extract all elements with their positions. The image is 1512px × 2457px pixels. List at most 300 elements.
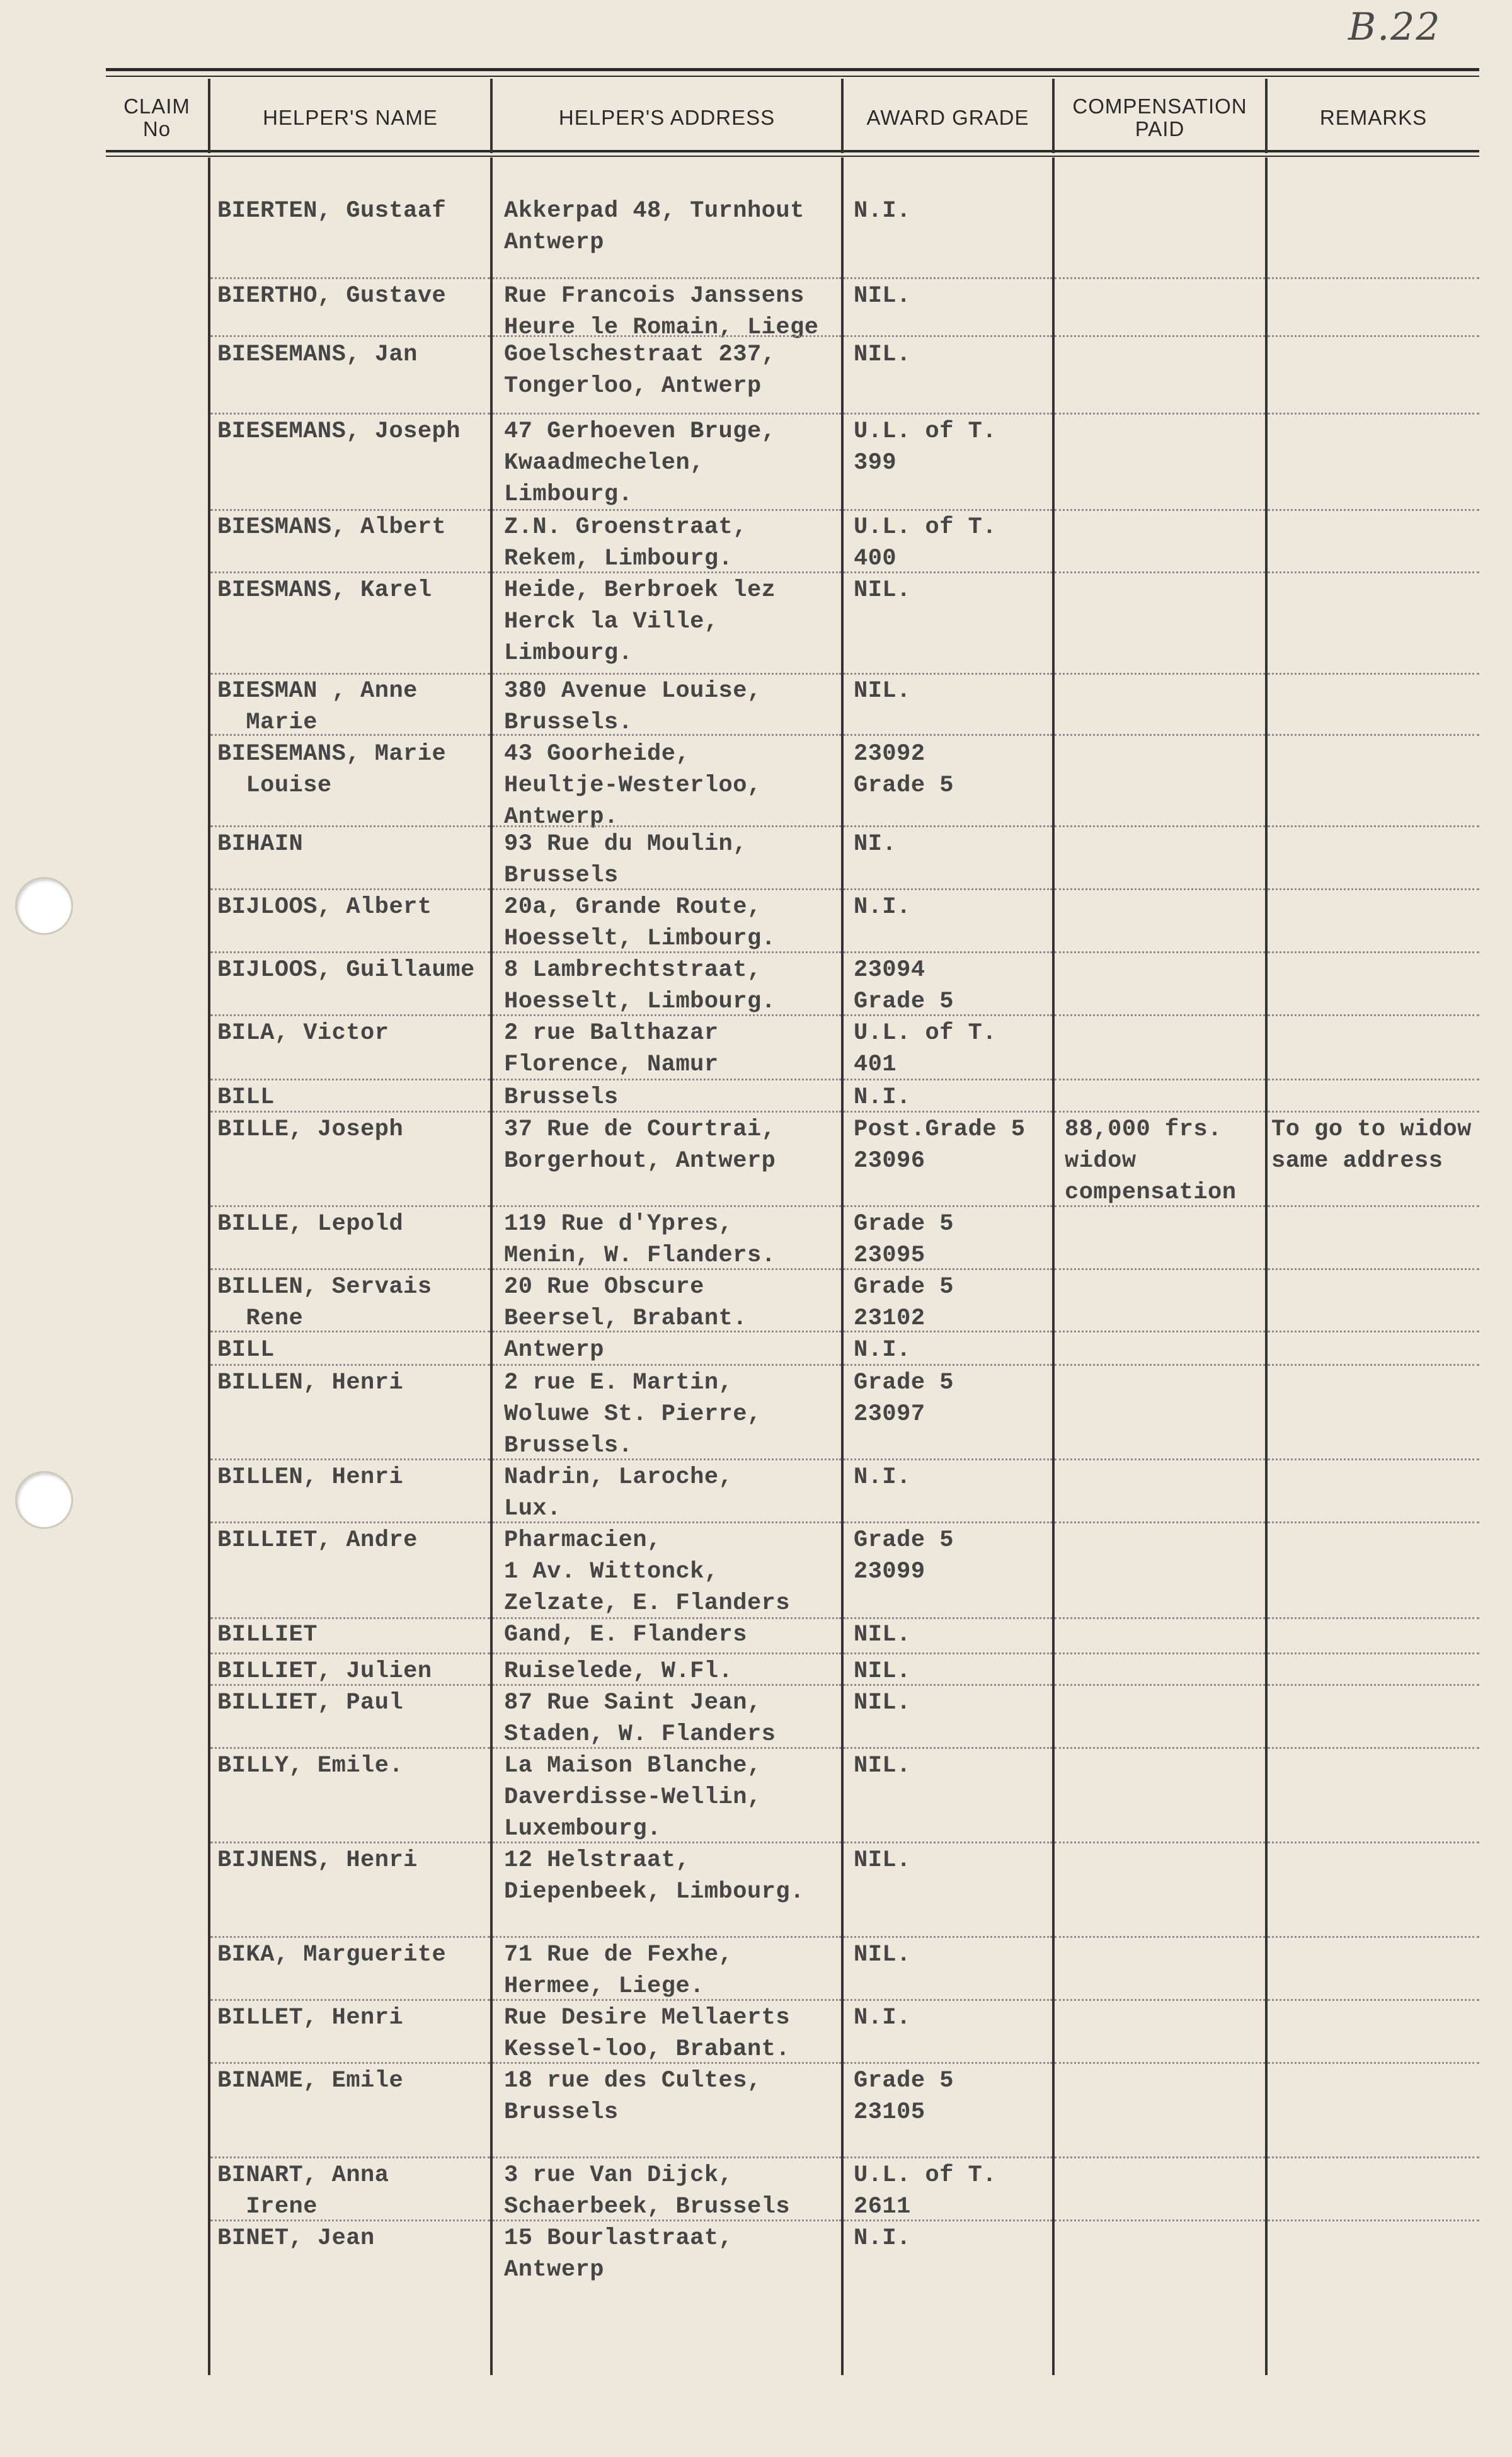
helper-address-line: Akkerpad 48, Turnhout: [504, 198, 805, 224]
helper-address-line: 12 Helstraat,: [504, 1847, 690, 1874]
row-separator: [210, 1617, 490, 1619]
row-separator: [493, 335, 841, 337]
helper-address-line: 1 Av. Wittonck,: [504, 1559, 719, 1585]
remarks-line: same address: [1271, 1148, 1443, 1174]
row-separator: [210, 1999, 490, 2001]
row-separator: [844, 1458, 1052, 1460]
helper-name: [217, 1619, 488, 1651]
award-grade: [854, 954, 1055, 1017]
row-separator: [844, 509, 1052, 511]
row-separator: [1268, 1841, 1479, 1843]
award-grade: [854, 195, 1055, 227]
helper-name-line: BINAME, Emile: [217, 2068, 404, 2094]
row-separator: [844, 1111, 1052, 1113]
helper-address-line: Schaerbeek, Brussels: [504, 2194, 791, 2220]
helper-address-line: Heultje-Westerloo,: [504, 772, 762, 799]
row-separator: [493, 1936, 841, 1938]
award-grade: [854, 1114, 1055, 1177]
row-separator: [493, 1268, 841, 1270]
row-separator: [493, 1652, 841, 1654]
header-remarks: REMARKS: [1319, 105, 1428, 129]
helper-address-line: Beersel, Brabant.: [504, 1305, 747, 1332]
top-rule: [106, 68, 1479, 71]
remarks: [1271, 1114, 1511, 1177]
row-separator: [844, 1747, 1052, 1749]
compensation-paid: [1065, 1114, 1266, 1208]
row-separator: [210, 413, 490, 415]
row-separator: [1268, 1268, 1479, 1270]
helper-name: [217, 1525, 488, 1556]
award-grade-line: N.I.: [854, 198, 911, 224]
row-separator: [210, 1205, 490, 1207]
row-separator: [844, 1205, 1052, 1207]
row-separator: [210, 888, 490, 890]
row-separator: [1268, 888, 1479, 890]
helper-name: [217, 512, 488, 543]
helper-address: [504, 2160, 854, 2223]
row-separator: [210, 1331, 490, 1332]
helper-address-line: Daverdisse-Wellin,: [504, 1784, 762, 1811]
helper-address: [504, 1687, 854, 1750]
helper-address-line: 380 Avenue Louise,: [504, 678, 762, 704]
helper-address-line: Hoesselt, Limbourg.: [504, 988, 776, 1015]
helper-address: [504, 195, 854, 258]
row-separator: [1268, 951, 1479, 953]
page-reference: B.22: [1348, 5, 1441, 49]
row-separator: [493, 2062, 841, 2064]
helper-name: [217, 1082, 488, 1113]
helper-address-line: Staden, W. Flanders: [504, 1721, 776, 1748]
helper-address: [504, 1656, 854, 1687]
helper-address: [504, 575, 854, 669]
helper-address-line: Limbourg.: [504, 640, 633, 667]
row-separator: [1055, 1521, 1265, 1523]
row-separator: [1055, 673, 1265, 675]
helper-name-line: BILLE, Lepold: [217, 1211, 404, 1237]
row-separator: [1055, 734, 1265, 736]
row-separator: [1268, 1684, 1479, 1686]
award-grade-line: NIL.: [854, 283, 911, 309]
helper-address-line: Brussels: [504, 1084, 619, 1111]
row-separator: [1055, 1652, 1265, 1654]
row-separator: [1055, 951, 1265, 953]
row-separator: [493, 1841, 841, 1843]
helper-name-line: BIESMANS, Karel: [217, 577, 432, 604]
row-separator: [210, 2156, 490, 2158]
helper-name: [217, 2002, 488, 2034]
row-separator: [493, 1617, 841, 1619]
row-separator: [493, 1458, 841, 1460]
award-grade: [854, 512, 1055, 575]
award-grade: [854, 1334, 1055, 1366]
row-separator: [210, 1014, 490, 1016]
helper-address: [504, 1367, 854, 1462]
award-grade-line: 2611: [854, 2194, 911, 2220]
helper-name: [217, 1114, 488, 1145]
award-grade-line: Grade 5: [854, 1211, 954, 1237]
award-grade: [854, 675, 1055, 707]
row-separator: [844, 1652, 1052, 1654]
header-rule: [106, 150, 1479, 152]
row-separator: [1268, 335, 1479, 337]
helper-address-line: Rue Desire Mellaerts: [504, 2005, 791, 2031]
helper-name-line: BIESEMANS, Joseph: [217, 418, 461, 445]
row-separator: [210, 673, 490, 675]
helper-address-line: Ruiselede, W.Fl.: [504, 1658, 733, 1685]
helper-name: [217, 828, 488, 860]
helper-name-line: BILLEN, Henri: [217, 1370, 404, 1396]
helper-address-line: Rekem, Limbourg.: [504, 546, 733, 572]
helper-address: [504, 2002, 854, 2065]
row-separator: [210, 1111, 490, 1113]
row-separator: [844, 1684, 1052, 1686]
helper-address: [504, 1208, 854, 1271]
helper-address: [504, 2223, 854, 2286]
award-grade: [854, 1656, 1055, 1687]
row-separator: [493, 571, 841, 573]
helper-address: [504, 416, 854, 510]
helper-address-line: Brussels.: [504, 1433, 633, 1459]
row-separator: [210, 2062, 490, 2064]
award-grade-line: NI.: [854, 831, 897, 857]
compensation-paid-line: 88,000 frs.: [1065, 1116, 1222, 1143]
helper-name: [217, 738, 488, 801]
helper-address: [504, 1619, 854, 1651]
helper-address-line: Heure le Romain, Liege: [504, 314, 819, 341]
award-grade: [854, 1525, 1055, 1588]
row-separator: [210, 1841, 490, 1843]
helper-name: [217, 416, 488, 447]
helper-address-line: La Maison Blanche,: [504, 1753, 762, 1779]
helper-name-line: Marie: [217, 709, 318, 736]
row-separator: [844, 2156, 1052, 2158]
row-separator: [1268, 509, 1479, 511]
row-separator: [210, 825, 490, 827]
helper-address-line: Kessel-loo, Brabant.: [504, 2036, 791, 2063]
row-separator: [1055, 1936, 1265, 1938]
row-separator: [210, 1079, 490, 1080]
helper-name-line: BILL: [217, 1084, 275, 1111]
helper-name-line: BIERTEN, Gustaaf: [217, 198, 447, 224]
award-grade: [854, 1462, 1055, 1493]
helper-address-line: 2 rue E. Martin,: [504, 1370, 733, 1396]
row-separator: [210, 1268, 490, 1270]
header-helper-name: HELPER'S NAME: [263, 105, 438, 129]
award-grade-line: NIL.: [854, 341, 911, 368]
award-grade-line: Grade 5: [854, 772, 954, 799]
row-separator: [844, 1014, 1052, 1016]
helper-address-line: Pharmacien,: [504, 1527, 662, 1554]
row-separator: [844, 571, 1052, 573]
row-separator: [1055, 2156, 1265, 2158]
row-separator: [493, 1364, 841, 1366]
row-separator: [493, 1331, 841, 1332]
award-grade-line: N.I.: [854, 894, 911, 920]
row-separator: [1055, 1841, 1265, 1843]
helper-name: [217, 2065, 488, 2097]
helper-address-line: Diepenbeek, Limbourg.: [504, 1879, 805, 1905]
punch-hole: [15, 1471, 73, 1529]
award-grade: [854, 1845, 1055, 1876]
helper-name-line: BIJLOOS, Guillaume: [217, 957, 475, 983]
row-separator: [1055, 335, 1265, 337]
helper-address: [504, 1114, 854, 1177]
helper-name-line: BIESEMANS, Marie: [217, 741, 447, 767]
award-grade-line: U.L. of T.: [854, 2162, 997, 2189]
row-separator: [210, 1936, 490, 1938]
helper-address: [504, 1525, 854, 1619]
award-grade-line: 23097: [854, 1401, 925, 1428]
helper-address-line: Brussels: [504, 2099, 619, 2126]
header-helper-address: HELPER'S ADDRESS: [558, 105, 776, 129]
column-divider: [1265, 158, 1268, 2375]
award-grade: [854, 828, 1055, 860]
header-claim-no: CLAIM No: [123, 94, 190, 140]
helper-address-line: Nadrin, Laroche,: [504, 1464, 733, 1491]
header-rule-thin: [106, 156, 1479, 157]
helper-address-line: 93 Rue du Moulin,: [504, 831, 747, 857]
row-separator: [1055, 1999, 1265, 2001]
row-separator: [1055, 571, 1265, 573]
row-separator: [1268, 571, 1479, 573]
row-separator: [1055, 1458, 1265, 1460]
row-separator: [844, 1999, 1052, 2001]
award-grade-line: 399: [854, 450, 897, 476]
row-separator: [844, 2219, 1052, 2221]
award-grade-line: 23092: [854, 741, 925, 767]
award-grade: [854, 575, 1055, 606]
row-separator: [210, 509, 490, 511]
column-divider: [490, 158, 493, 2375]
helper-address-line: 18 rue des Cultes,: [504, 2068, 762, 2094]
helper-name-line: BILL: [217, 1337, 275, 1363]
row-separator: [1268, 277, 1479, 279]
row-separator: [844, 1079, 1052, 1080]
award-grade-line: Grade 5: [854, 1527, 954, 1554]
helper-address-line: 3 rue Van Dijck,: [504, 2162, 733, 2189]
helper-name-line: Irene: [217, 2194, 318, 2220]
award-grade: [854, 280, 1055, 312]
award-grade-line: NIL.: [854, 678, 911, 704]
row-separator: [1055, 2219, 1265, 2221]
row-separator: [1055, 1111, 1265, 1113]
remarks-line: To go to widow: [1271, 1116, 1472, 1143]
helper-address-line: Heide, Berbroek lez: [504, 577, 776, 604]
row-separator: [1055, 1331, 1265, 1332]
award-grade: [854, 1939, 1055, 1971]
header-compensation-paid: COMPENSATION PAID: [1072, 94, 1247, 140]
row-separator: [1055, 1079, 1265, 1080]
row-separator: [844, 1521, 1052, 1523]
row-separator: [844, 413, 1052, 415]
row-separator: [1268, 1521, 1479, 1523]
row-separator: [844, 1936, 1052, 1938]
row-separator: [844, 951, 1052, 953]
award-grade-line: NIL.: [854, 1942, 911, 1968]
helper-address-line: Limbourg.: [504, 481, 633, 508]
punch-hole: [15, 877, 73, 935]
award-grade: [854, 1017, 1055, 1080]
award-grade: [854, 1619, 1055, 1651]
row-separator: [844, 2062, 1052, 2064]
award-grade-line: Grade 5: [854, 1370, 954, 1396]
helper-address: [504, 675, 854, 738]
row-separator: [493, 1079, 841, 1080]
helper-name: [217, 2223, 488, 2254]
row-separator: [844, 1617, 1052, 1619]
helper-name: [217, 954, 488, 986]
helper-name-line: BILLEN, Servais: [217, 1274, 432, 1300]
award-grade: [854, 1367, 1055, 1430]
helper-address-line: Z.N. Groenstraat,: [504, 514, 747, 541]
helper-name-line: Rene: [217, 1305, 304, 1332]
award-grade: [854, 2160, 1055, 2223]
row-separator: [844, 335, 1052, 337]
row-separator: [493, 2219, 841, 2221]
helper-name-line: BILLIET, Andre: [217, 1527, 418, 1554]
award-grade-line: 23096: [854, 1148, 925, 1174]
helper-address: [504, 1334, 854, 1366]
row-separator: [1268, 413, 1479, 415]
award-grade-line: N.I.: [854, 2225, 911, 2252]
award-grade: [854, 1208, 1055, 1271]
row-separator: [493, 673, 841, 675]
award-grade: [854, 1750, 1055, 1782]
row-separator: [493, 277, 841, 279]
award-grade: [854, 2065, 1055, 2128]
helper-address-line: Goelschestraat 237,: [504, 341, 776, 368]
award-grade-line: Grade 5: [854, 1274, 954, 1300]
helper-address-line: Florence, Namur: [504, 1051, 719, 1078]
helper-address-line: Kwaadmechelen,: [504, 450, 704, 476]
helper-name-line: BILLET, Henri: [217, 2005, 404, 2031]
row-separator: [210, 1652, 490, 1654]
award-grade-line: NIL.: [854, 1658, 911, 1685]
helper-name: [217, 1334, 488, 1366]
award-grade-line: 23105: [854, 2099, 925, 2126]
helper-name-line: BILLIET: [217, 1622, 318, 1648]
row-separator: [844, 1268, 1052, 1270]
helper-name: [217, 280, 488, 312]
row-separator: [844, 673, 1052, 675]
award-grade-line: Post.Grade 5: [854, 1116, 1026, 1143]
row-separator: [1055, 888, 1265, 890]
row-separator: [1268, 825, 1479, 827]
helper-name: [217, 1367, 488, 1399]
helper-address-line: Luxembourg.: [504, 1816, 662, 1842]
helper-address: [504, 1845, 854, 1908]
row-separator: [493, 509, 841, 511]
helper-address-line: 15 Bourlastraat,: [504, 2225, 733, 2252]
award-grade-line: Grade 5: [854, 988, 954, 1015]
row-separator: [1268, 1458, 1479, 1460]
helper-address: [504, 339, 854, 402]
top-rule-thin: [106, 76, 1479, 77]
helper-name-line: Louise: [217, 772, 332, 799]
helper-name: [217, 575, 488, 606]
helper-address-line: Zelzate, E. Flanders: [504, 1590, 791, 1617]
row-separator: [844, 888, 1052, 890]
award-grade: [854, 1082, 1055, 1113]
helper-name: [217, 1845, 488, 1876]
row-separator: [493, 1684, 841, 1686]
row-separator: [844, 277, 1052, 279]
row-separator: [210, 1684, 490, 1686]
award-grade: [854, 1271, 1055, 1334]
helper-name: [217, 1462, 488, 1493]
helper-name: [217, 1656, 488, 1687]
row-separator: [1268, 1652, 1479, 1654]
helper-name-line: BINART, Anna: [217, 2162, 389, 2189]
award-grade-line: U.L. of T.: [854, 1020, 997, 1046]
award-grade-line: N.I.: [854, 1084, 911, 1111]
helper-name: [217, 675, 488, 738]
helper-address: [504, 280, 854, 343]
row-separator: [1268, 1999, 1479, 2001]
helper-name-line: BIJNENS, Henri: [217, 1847, 418, 1874]
helper-name-line: BIESEMANS, Jan: [217, 341, 418, 368]
award-grade: [854, 738, 1055, 801]
helper-name: [217, 1687, 488, 1719]
award-grade-line: 23095: [854, 1242, 925, 1269]
row-separator: [1055, 413, 1265, 415]
helper-address-line: Hoesselt, Limbourg.: [504, 925, 776, 952]
row-separator: [1268, 1079, 1479, 1080]
row-separator: [1055, 277, 1265, 279]
helper-address: [504, 1017, 854, 1080]
helper-address: [504, 1939, 854, 2002]
row-separator: [493, 1747, 841, 1749]
row-separator: [493, 1111, 841, 1113]
helper-address: [504, 1271, 854, 1334]
helper-name-line: BILLIET, Julien: [217, 1658, 432, 1685]
helper-name-line: BIESMANS, Albert: [217, 514, 447, 541]
helper-address-line: Lux.: [504, 1496, 561, 1522]
row-separator: [844, 734, 1052, 736]
award-grade-line: NIL.: [854, 1690, 911, 1716]
row-separator: [1055, 1014, 1265, 1016]
award-grade-line: 23102: [854, 1305, 925, 1332]
helper-address-line: Borgerhout, Antwerp: [504, 1148, 776, 1174]
row-separator: [210, 277, 490, 279]
helper-name: [217, 2160, 488, 2223]
helper-name-line: BIESMAN , Anne: [217, 678, 418, 704]
row-separator: [1055, 1684, 1265, 1686]
helper-address-line: 119 Rue d'Ypres,: [504, 1211, 733, 1237]
award-grade-line: NIL.: [854, 1622, 911, 1648]
row-separator: [1055, 509, 1265, 511]
helper-address-line: Menin, W. Flanders.: [504, 1242, 776, 1269]
award-grade-line: 400: [854, 546, 897, 572]
helper-address-line: Woluwe St. Pierre,: [504, 1401, 762, 1428]
award-grade-line: U.L. of T.: [854, 514, 997, 541]
row-separator: [1268, 734, 1479, 736]
row-separator: [1268, 1747, 1479, 1749]
helper-name-line: BILA, Victor: [217, 1020, 389, 1046]
award-grade-line: N.I.: [854, 1464, 911, 1491]
row-separator: [844, 1841, 1052, 1843]
award-grade: [854, 416, 1055, 479]
helper-name: [217, 1271, 488, 1334]
row-separator: [493, 1999, 841, 2001]
row-separator: [1055, 1747, 1265, 1749]
award-grade: [854, 1687, 1055, 1719]
helper-address-line: Antwerp: [504, 229, 604, 256]
helper-address-line: 43 Goorheide,: [504, 741, 690, 767]
row-separator: [210, 2219, 490, 2221]
helper-address-line: 2 rue Balthazar: [504, 1020, 719, 1046]
helper-address: [504, 828, 854, 891]
